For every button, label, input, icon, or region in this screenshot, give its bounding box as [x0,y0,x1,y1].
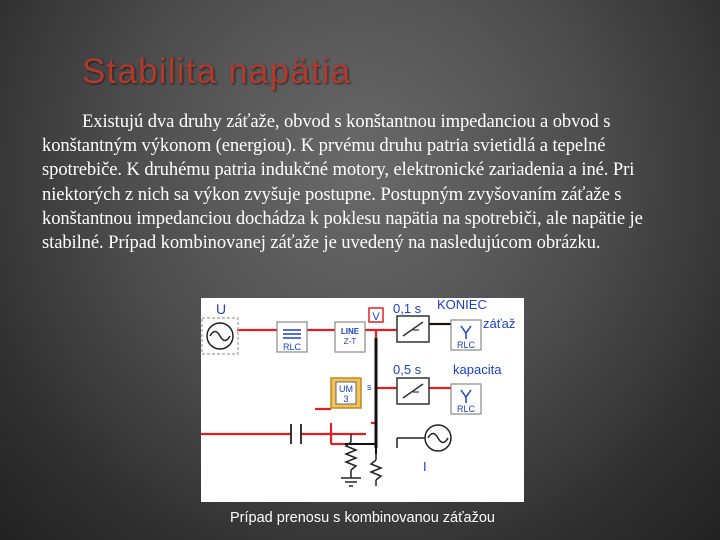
line-block [335,322,365,352]
rlc-label-2: RLC [456,340,476,350]
ac-source-u [202,318,238,354]
label-i: I [423,459,427,474]
circuit-diagram-svg [201,298,524,502]
ac-source-i [397,425,451,451]
label-zataz: záťaž [483,316,516,331]
svg-text:V: V [372,311,380,323]
label-kapacita: kapacita [453,362,502,377]
um-label: UM [339,384,353,394]
um-number: 3 [343,394,349,404]
switch-1 [397,316,429,342]
resistor-1 [346,434,356,478]
switch-1-time: 0,1 s [393,301,422,316]
rlc-block-load [451,320,481,350]
switch-2 [397,378,429,404]
zt-label: Z-T [343,337,357,346]
voltmeter-v [369,308,383,323]
ground-symbol [341,478,361,486]
circuit-diagram [201,298,524,502]
figure-caption: Prípad prenosu s kombinovanou záťažou [230,510,495,526]
rlc-block-1 [277,322,307,352]
label-s: s [367,382,372,392]
switch-2-time: 0,5 s [393,362,422,377]
resistor-2 [371,454,381,486]
capacitor [291,424,301,444]
motor-um3 [331,378,361,408]
label-u: U [216,301,227,317]
slide-title: Stabilita napätia [82,52,352,91]
line-label: LINE [340,327,360,336]
label-koniec: KONIEC [437,298,487,312]
rlc-label-3: RLC [456,404,476,414]
rlc-block-capacity [451,384,481,414]
rlc-label-1: RLC [282,342,302,352]
body-paragraph: Existujú dva druhy záťaže, obvod s konštantnou impedanciou a obvod s konštantným výkonom (energiou). K prvému druhu patria svietidlá a tepelné spotrebiče. K druhému patria indukčné motory, elektronické zariadenia a iné. Pri niektorých z nich sa výkon zvyšuje postupne. Postupným zvyšovaním záťaže s konštantnou impedanciou dochádza k poklesu napätia na spotrebiči, ale napätie je stabilné. Prípad kombinovanej záťaže je uvedený na nasledujúcom obrázku. [42,111,643,254]
